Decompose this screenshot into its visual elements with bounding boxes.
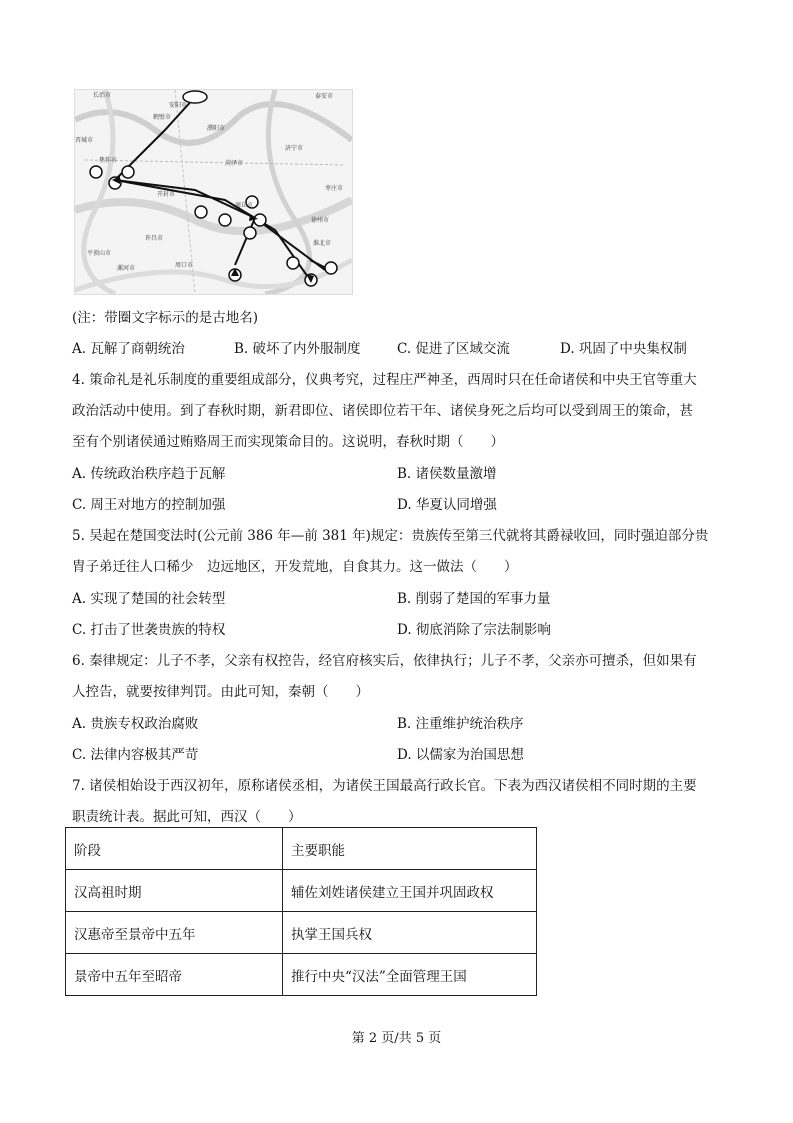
table-row bbox=[66, 954, 537, 996]
table-cell-stage: 汉高祖时期 bbox=[66, 870, 283, 912]
svg-text:晋城市: 晋城市 bbox=[75, 137, 94, 144]
q5-option-d[interactable]: D. 彻底消除了宗法制影响 bbox=[397, 622, 551, 638]
q5-stem-line: 胄子弟迁往人口稀少 边远地区，开发荒地，自食其力。这一做法（ ） bbox=[72, 559, 518, 575]
table-cell-duty: 执掌王国兵权 bbox=[283, 912, 537, 954]
svg-text:鹤壁市: 鹤壁市 bbox=[153, 114, 172, 121]
table-cell-duty: 辅佐刘姓诸侯建立王国并巩固政权 bbox=[283, 870, 537, 912]
table-header-duty: 主要职能 bbox=[283, 828, 537, 870]
page-footer: 第 2 页/共 5 页 bbox=[351, 1031, 442, 1046]
svg-text:商丘市: 商丘市 bbox=[235, 202, 254, 209]
q5-stem-line: 5. 吴起在楚国变法时(公元前 386 年—前 381 年)规定：贵族传至第三代就将其爵禄收回，同时强迫部分贵 bbox=[72, 528, 709, 544]
q4-stem-line: 政治活动中使用。到了春秋时期，新君即位、诸侯即位若干年、诸侯身死之后均可以受到周王的策命，甚 bbox=[72, 403, 693, 419]
historical-route-map bbox=[74, 89, 353, 295]
q7-duty-table bbox=[65, 827, 537, 996]
q3-option-a[interactable]: A. 瓦解了商朝统治 bbox=[72, 341, 185, 357]
svg-text:漯河市: 漯河市 bbox=[117, 265, 136, 272]
table-cell-stage: 景帝中五年至昭帝 bbox=[66, 954, 283, 996]
q6-option-b[interactable]: B. 注重维护统治秩序 bbox=[397, 716, 524, 732]
q6-option-a[interactable]: A. 贵族专权政治腐败 bbox=[72, 716, 199, 732]
table-header-row bbox=[66, 828, 537, 870]
q7-stem-line: 职责统计表。据此可知，西汉（ ） bbox=[72, 809, 302, 825]
svg-text:济宁市: 济宁市 bbox=[285, 145, 304, 152]
svg-text:泰安市: 泰安市 bbox=[315, 93, 334, 100]
q3-option-c[interactable]: C. 促进了区域交流 bbox=[397, 341, 510, 357]
svg-text:平顶山市: 平顶山市 bbox=[87, 250, 112, 257]
svg-text:安阳市: 安阳市 bbox=[169, 102, 188, 109]
table-cell-duty: 推行中央“汉法”全面管理王国 bbox=[283, 954, 537, 996]
q4-stem-line: 至有个别诸侯通过贿赂周王而实现策命目的。这说明，春秋时期（ ） bbox=[72, 434, 504, 450]
q5-option-c[interactable]: C. 打击了世袭贵族的特权 bbox=[72, 622, 226, 638]
table-row bbox=[66, 870, 537, 912]
svg-text:开封市: 开封市 bbox=[157, 191, 176, 198]
q5-option-b[interactable]: B. 削弱了楚国的军事力量 bbox=[397, 591, 551, 607]
city-label: 长治市 bbox=[93, 92, 112, 99]
svg-text:许昌市: 许昌市 bbox=[145, 235, 164, 242]
map-drawing bbox=[75, 90, 352, 294]
svg-text:菏泽市: 菏泽市 bbox=[225, 160, 244, 167]
q7-stem-line: 7. 诸侯相始设于西汉初年，原称诸侯丞相，为诸侯王国最高行政长官。下表为西汉诸侯相不同时期的主要 bbox=[72, 778, 697, 794]
svg-text:淮北市: 淮北市 bbox=[313, 240, 332, 247]
table-cell-stage: 汉惠帝至景帝中五年 bbox=[66, 912, 283, 954]
q3-options bbox=[72, 337, 732, 357]
q4-option-b[interactable]: B. 诸侯数量激增 bbox=[397, 466, 497, 482]
q6-stem-line: 6. 秦律规定：儿子不孝，父亲有权控告，经官府核实后，依律执行；儿子不孝，父亲亦可擅杀，但如果有 bbox=[72, 653, 697, 669]
q6-stem-line: 人控告，就要按律判罚。由此可知，秦朝（ ） bbox=[72, 684, 369, 700]
svg-text:徐州市: 徐州市 bbox=[311, 217, 330, 224]
svg-text:周口市: 周口市 bbox=[175, 262, 194, 269]
q6-option-c[interactable]: C. 法律内容极其严苛 bbox=[72, 747, 199, 763]
map-note: (注：带圈文字标示的是古地名) bbox=[72, 310, 259, 326]
q5-option-a[interactable]: A. 实现了楚国的社会转型 bbox=[72, 591, 226, 607]
svg-text:濮阳市: 濮阳市 bbox=[207, 125, 226, 132]
q4-option-c[interactable]: C. 周王对地方的控制加强 bbox=[72, 497, 226, 513]
q6-option-d[interactable]: D. 以儒家为治国思想 bbox=[397, 747, 524, 763]
svg-text:焦作市: 焦作市 bbox=[99, 157, 118, 164]
q3-option-d[interactable]: D. 巩固了中央集权制 bbox=[560, 341, 687, 357]
table-header-stage: 阶段 bbox=[66, 828, 283, 870]
q3-option-b[interactable]: B. 破坏了内外服制度 bbox=[234, 341, 361, 357]
q4-option-a[interactable]: A. 传统政治秩序趋于瓦解 bbox=[72, 466, 226, 482]
table-row bbox=[66, 912, 537, 954]
q4-option-d[interactable]: D. 华夏认同增强 bbox=[397, 497, 497, 513]
svg-text:枣庄市: 枣庄市 bbox=[325, 185, 344, 192]
q4-stem-line: 4. 策命礼是礼乐制度的重要组成部分，仪典考究，过程庄严神圣，西周时只在任命诸侯和中央王官等重大 bbox=[72, 372, 697, 388]
